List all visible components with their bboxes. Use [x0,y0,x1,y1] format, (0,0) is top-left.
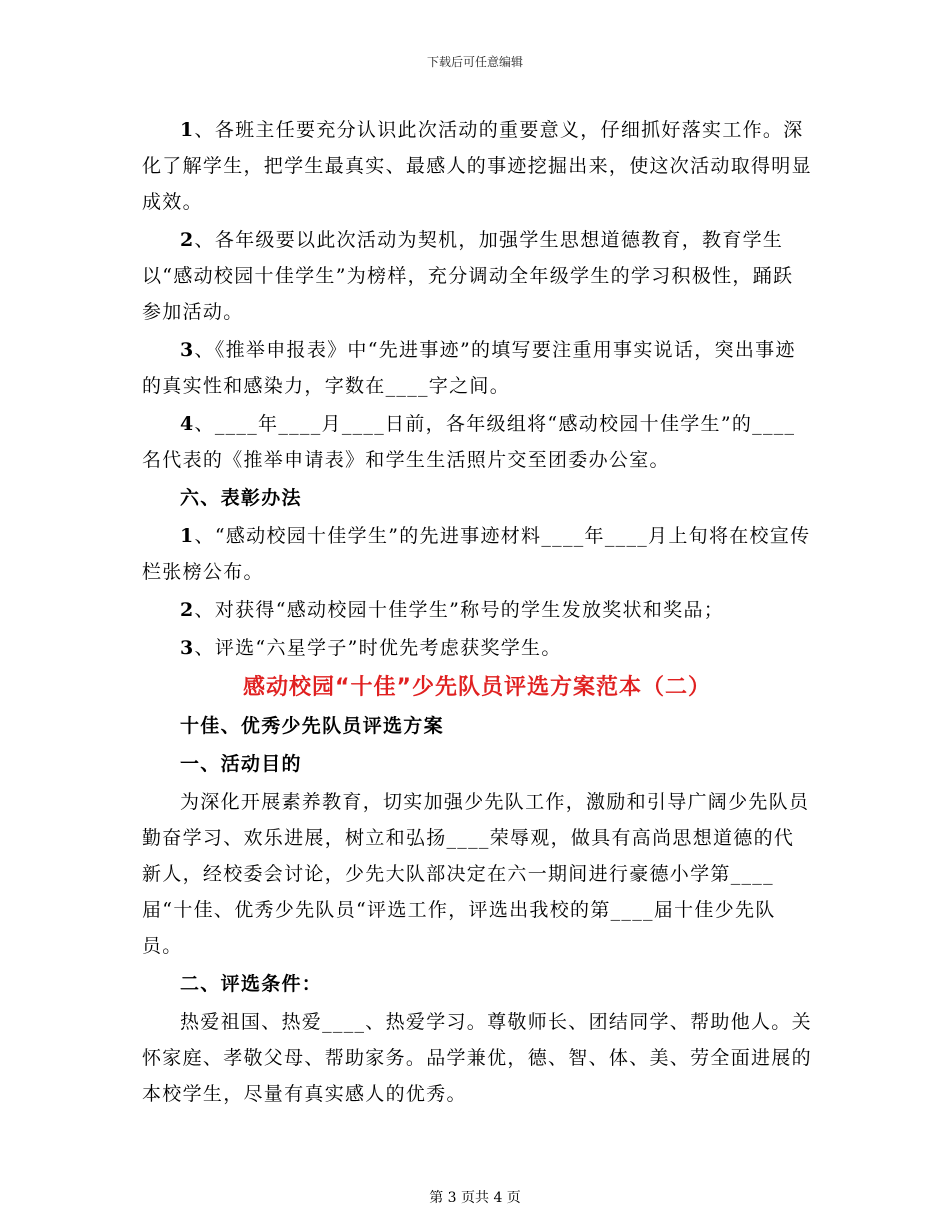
heading-purpose: 一、活动目的 [180,753,302,775]
heading-award-method: 六、表彰办法 [180,487,302,509]
paragraph: 2、对获得“感动校园十佳学生”称号的学生发放奖状和奖品； [180,599,725,621]
section-2 [142,708,812,1112]
paragraph: 2、各年级要以此次活动为契机，加强学生思想道德教育，教育学生以“感动校园十佳学生”为榜样，充分调动全年级学生的学习积极性，踊跃参加活动。 [142,229,794,323]
paragraph: 3、评选“六星学子”时优先考虑获奖学生。 [180,637,562,659]
subheading-plan: 十佳、优秀少先队员评选方案 [180,715,444,737]
section-title: 感动校园“十佳”少先队员评选方案范本（二） [243,675,711,700]
document-body [142,112,812,1114]
heading-criteria: 二、评选条件： [180,973,323,995]
paragraph: 3、《推举申报表》中“先进事迹”的填写要注重用事实说话，突出事迹的真实性和感染力，字数在____字之间。 [142,339,796,397]
paragraph: 4、____年____月____日前，各年级组将“感动校园十佳学生”的____名代表的《推举申请表》和学生生活照片交至团委办公室。 [142,413,796,471]
page-header-note: 下载后可任意编辑 [426,55,523,69]
page-footer-number: 第 3 页共 4 页 [429,1190,521,1206]
paragraph-criteria: 热爱祖国、热爱____、热爱学习。尊敬师长、团结同学、帮助他人。关怀家庭、孝敬父母、帮助家务。品学兼优，德、智、体、美、劳全面进展的本校学生，尽量有真实感人的优秀。 [142,1011,812,1105]
section-1-list [142,112,812,666]
paragraph: 1、“感动校园十佳学生”的先进事迹材料____年____月上旬将在校宣传栏张榜公布。 [142,525,811,583]
paragraph: 1、各班主任要充分认识此次活动的重要意义，仔细抓好落实工作。深化了解学生，把学生最真实、最感人的事迹挖掘出来，使这次活动取得明显成效。 [142,119,812,213]
paragraph-purpose: 为深化开展素养教育，切实加强少先队工作，激励和引导广阔少先队员勤奋学习、欢乐进展，树立和弘扬____荣辱观，做具有高尚思想道德的代新人，经校委会讨论，少先大队部决定在六一期间进行豪德小学第____届“十佳、优秀少先队员“评选工作，评选出我校的第____届十佳少先队员。 [142,791,810,957]
